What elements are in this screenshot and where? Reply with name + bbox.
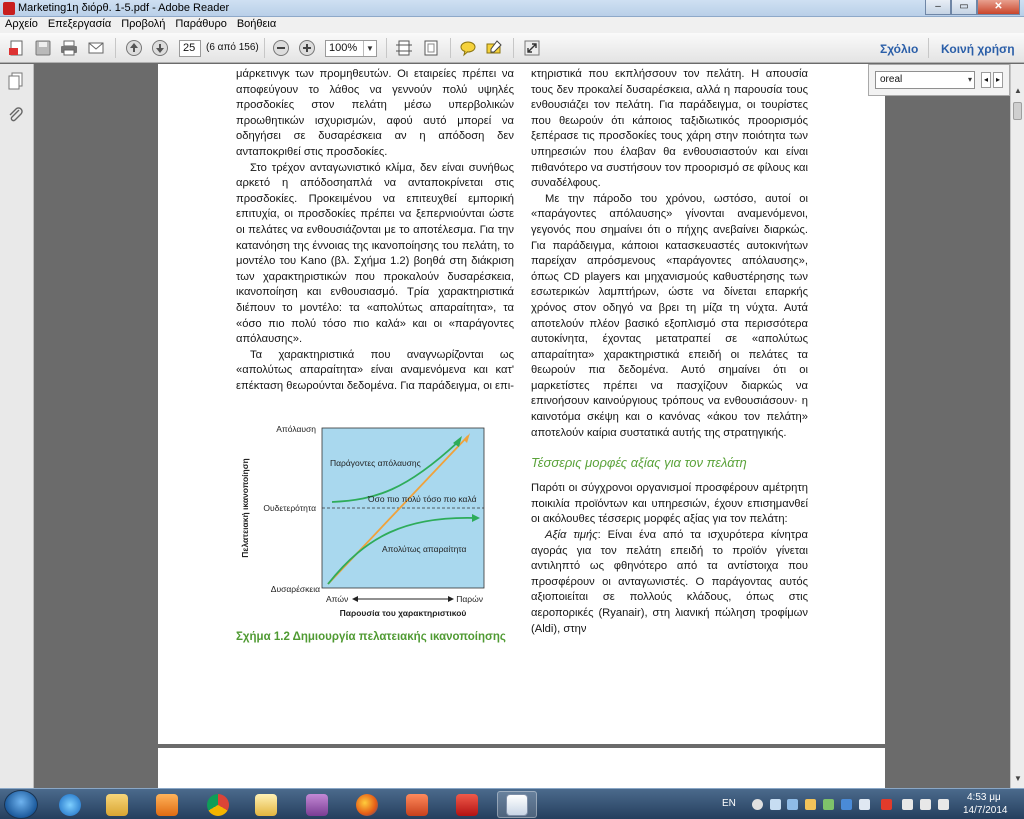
highlight-icon[interactable] [483,37,505,59]
expand-icon[interactable] [521,37,543,59]
menu-window[interactable]: Παράθυρο [175,18,227,30]
left-column [236,67,514,394]
document-window-icon [506,794,528,816]
next-page-icon[interactable] [149,37,171,59]
page-count: (6 από 156) [206,42,259,53]
pdf-page [158,64,885,744]
tray-icon[interactable] [805,799,816,810]
scroll-thumb[interactable] [1013,102,1022,120]
toolbar-separator [928,38,929,58]
adobe-reader-icon [3,2,15,15]
firefox-icon [356,794,378,816]
find-bar [868,64,1010,96]
volume-icon[interactable] [920,799,931,810]
minimize-button[interactable]: – [925,0,951,15]
section-heading: Τέσσερις μορφές αξίας για τον πελάτη [531,455,747,471]
save-icon[interactable] [32,37,54,59]
paragraph: κτηριστικά που εκπλήσσουν τον πελάτη. Η απουσία τους δεν προκαλεί δυσαρέσκεια, αλλά η παρουσία τους ενθουσιάζει τον πελάτη. Για παράδειγμα, οι τουρίστες που θεωρούν ότι κάποιος ταξιδιωτικός προορισμός ξεπέρασε τις προσδοκίες τους χάρη στην ποιότητα των υπηρεσιών που έλαβαν θα ενθουσιαστούν και είναι πιθανότερο να συστήσουν τον προορισμό σε φίλους και συναδέλφους. [531,68,808,190]
title-bar [0,0,1024,17]
paragraph: μάρκετινγκ των προμηθευτών. Οι εταιρείες πρέπει να αποφεύγουν το λάθος να γεννούν πολύ υψηλές προσδοκίες στον πελάτη μέσω υπερβολικών προωθητικών ισχυρισμών, αφού αυτό μπορεί να οδηγήσει σε δυσαρέσκεια αν η απόδοση δεν ανταποκριθεί στις προσδοκίες. [236,68,514,158]
toolbar-separator [264,38,265,58]
find-next-button[interactable]: ▸ [993,72,1003,88]
menu-file[interactable]: Αρχείο [5,18,38,30]
chrome-icon [207,794,229,816]
paragraph: Με την πάροδο του χρόνου, ωστόσο, αυτοί οι «παράγοντες απόλαυσης» γίνονται αναμενόμενοι, γεγονός που σημαίνει ότι ο πήχης ανεβαίνει διαρκώς. Για παράδειγμα, κάποιοι κατασκευαστές αυτοκινήτων παρείχαν απρόσμενους «παράγοντες απόλαυσης», όπως CD players και μηχανισμούς καθυστέρησης των εσωτερικών λαμπτήρων, ώστε να δίνεται επαρκής χρόνος στον οδηγό να βρει τη μίζα τη νύχτα. Αυτά αποτελούν πλέον βασικό εξοπλισμό στα περισσότερα αυτοκίνητα, έχοντας μετατραπεί σε «απολύτως απαραίτητα» χαρακτηριστικά επειδή οι πελάτες τα θεωρούν πια δεδομένα. Αυτό σημαίνει ότι οι μαρκετίστες πρέπει να πασχίζουν διαρκώς να επινοήσουν καινούργιους τρόπους να ενθουσιάσουν· η καινοτόμα σκέψη και ο κανόνας «άκου τον πελάτη» αποτελούν καίρια συστατικά αυτής της στρατηγικής. [531,192,808,439]
page-thumbnails-icon[interactable] [7,72,25,90]
navigation-pane [0,64,34,788]
taskbar-powerpoint[interactable] [397,791,437,818]
y-bottom-label: Δυσαρέσκεια [270,584,320,594]
chevron-down-icon[interactable]: ▼ [363,41,376,56]
right-column [531,67,808,637]
taskbar-adobe-reader[interactable] [447,791,487,818]
zoom-select[interactable] [325,40,377,57]
tray-icon[interactable] [823,799,834,810]
tray-icon[interactable] [841,799,852,810]
x-left-label: Απών [326,594,349,604]
previous-page-icon[interactable] [123,37,145,59]
paragraph: Τα χαρακτηριστικά που αναγνωρίζονται ως «απολύτως απαραίτητα» είναι αναμενόμενα και κατ' επέκταση θεωρούνται δεδομένα. Για παράδειγμα, οι επι- [236,348,514,392]
kano-figure [236,416,516,624]
attachments-icon[interactable] [7,106,25,124]
pdf-page-next [158,748,885,788]
y-axis-label: Πελατειακή ικανοποίηση [240,458,250,558]
menu-bar [0,17,1024,33]
taskbar-app[interactable] [297,791,337,818]
fit-width-icon[interactable] [393,37,415,59]
scroll-down-icon[interactable]: ▼ [1014,774,1022,783]
tray-icon[interactable] [770,799,781,810]
menu-help[interactable]: Βοήθεια [236,18,277,30]
network-icon[interactable] [902,799,913,810]
menu-view[interactable]: Προβολή [121,18,166,30]
share-button[interactable]: Κοινή χρήση [941,42,1015,56]
find-dropdown-icon[interactable]: ▾ [967,75,972,84]
toolbar-separator [513,38,514,58]
paragraph: Στο τρέχον ανταγωνιστικό κλίμα, δεν είναι συνήθως αρκετό η απόδοσηαπλά να ανταποκρίνεται στις προσδοκίες. Προκειμένου να επιτευχθεί εμπορική επιτυχία, οι προσδοκίες πρέπει να ξεπερνιούνται ώστε οι πελάτες να ενθουσιάζονται με το αποτέλεσμα. Για την κατανόηση της έννοιας της ικανοποίησης του πελάτη, το μοντέλο του Kano (βλ. Σχήμα 1.2) βοηθά στη διάκριση των χαρακτηριστικών που προκαλούν δυσαρέσκεια, ικανοποίηση και ενθουσιασμό. Τρία χαρακτηριστικά διέπουν το μοντέλο: τα «απολύτως απαραίτητα», τα «όσο πιο πολύ τόσο πιο καλά» και οι «παράγοντες απόλαυσης». [236,161,514,346]
media-player-icon [156,794,178,816]
delight-label: Παράγοντες απόλαυσης [330,458,421,468]
clock-time[interactable]: 4:53 μμ [967,792,1001,803]
adobe-reader-icon [456,794,478,816]
y-top-label: Απόλαυση [276,424,316,434]
x-axis-arrowhead-right [448,596,454,602]
paragraph: Παρότι οι σύγχρονοι οργανισμοί προσφέρουν αμέτρητη ποικιλία προϊόντων και υπηρεσιών, έχουν επισημανθεί οι ακόλουθες τέσσερις μορφές αξίας για τον πελάτη: [531,482,808,526]
folder-icon [106,794,128,816]
x-axis-label: Παρουσία του χαρακτηριστικού [339,608,467,618]
taskbar-mail[interactable] [246,791,286,818]
window-title: Marketing1η διόρθ. 1-5.pdf - Adobe Reader [18,2,230,14]
tray-icon[interactable] [881,799,892,810]
tray-icon[interactable] [859,799,870,810]
figure-caption: Σχήμα 1.2 Δημιουργία πελατειακής ικανοποίησης [236,631,506,643]
toolbar-separator [386,38,387,58]
basic-label: Απολύτως απαραίτητα [382,544,467,554]
zoom-out-icon[interactable] [270,37,292,59]
taskbar-media-player[interactable] [147,791,187,818]
sticky-note-icon[interactable] [457,37,479,59]
maximize-button[interactable]: ▭ [951,0,977,15]
taskbar-chrome[interactable] [198,791,238,818]
comment-button[interactable]: Σχόλιο [880,42,919,56]
zoom-value: 100% [329,42,358,54]
menu-edit[interactable]: Επεξεργασία [47,18,112,30]
create-pdf-icon[interactable] [6,37,28,59]
document-view[interactable] [35,64,1010,788]
taskbar-active-window[interactable] [497,791,537,818]
fit-page-icon[interactable] [420,37,442,59]
close-button[interactable]: ✕ [977,0,1020,15]
taskbar-explorer[interactable] [97,791,137,818]
tray-icon[interactable] [752,799,763,810]
internet-explorer-icon [59,794,81,816]
value-text: : Είναι ένα από τα ισχυρότερα κίνητρα αγοράς για τον πελάτη επειδή το προϊόν γίνεται αντιληπτό ως φθηνότερο από τα αντίστοιχα που προσφέρουν οι ανταγωνιστές. Ο παράγοντας αυτός αξιοποιείται σε πολλούς κλάδους, όπως στις αεροπορικές (Ryanair), στη λιανική πώληση τροφίμων (Aldi), στην [531,529,808,635]
zoom-in-icon[interactable] [296,37,318,59]
email-icon[interactable] [85,37,107,59]
taskbar-firefox[interactable] [347,791,387,818]
toolbar [0,33,1024,63]
print-icon[interactable] [58,37,80,59]
taskbar [0,788,1024,819]
x-right-label: Παρών [456,594,483,604]
taskbar-internet-explorer[interactable] [50,791,90,818]
language-indicator[interactable]: EN [722,798,736,809]
paragraph [531,528,808,637]
vertical-scrollbar[interactable] [1010,64,1024,788]
powerpoint-icon [406,794,428,816]
start-button[interactable] [4,790,38,819]
toolbar-separator [450,38,451,58]
window-controls [925,0,1020,15]
find-previous-button[interactable]: ◂ [981,72,991,88]
scroll-up-icon[interactable]: ▲ [1014,86,1022,95]
tray-icon[interactable] [787,799,798,810]
find-input[interactable]: oreal [875,71,975,89]
y-mid-label: Ουδετερότητα [263,503,316,513]
kano-diagram [236,416,516,624]
clock-date[interactable]: 14/7/2014 [963,805,1008,816]
value-term: Αξία τιμής [545,529,598,542]
key-app-icon [306,794,328,816]
mail-icon [255,794,277,816]
page-number-input[interactable]: 25 [179,40,201,57]
toolbar-separator [115,38,116,58]
flag-icon[interactable] [938,799,949,810]
x-axis-arrowhead-left [352,596,358,602]
linear-label: Όσο πιο πολύ τόσο πιο καλά [368,494,477,504]
